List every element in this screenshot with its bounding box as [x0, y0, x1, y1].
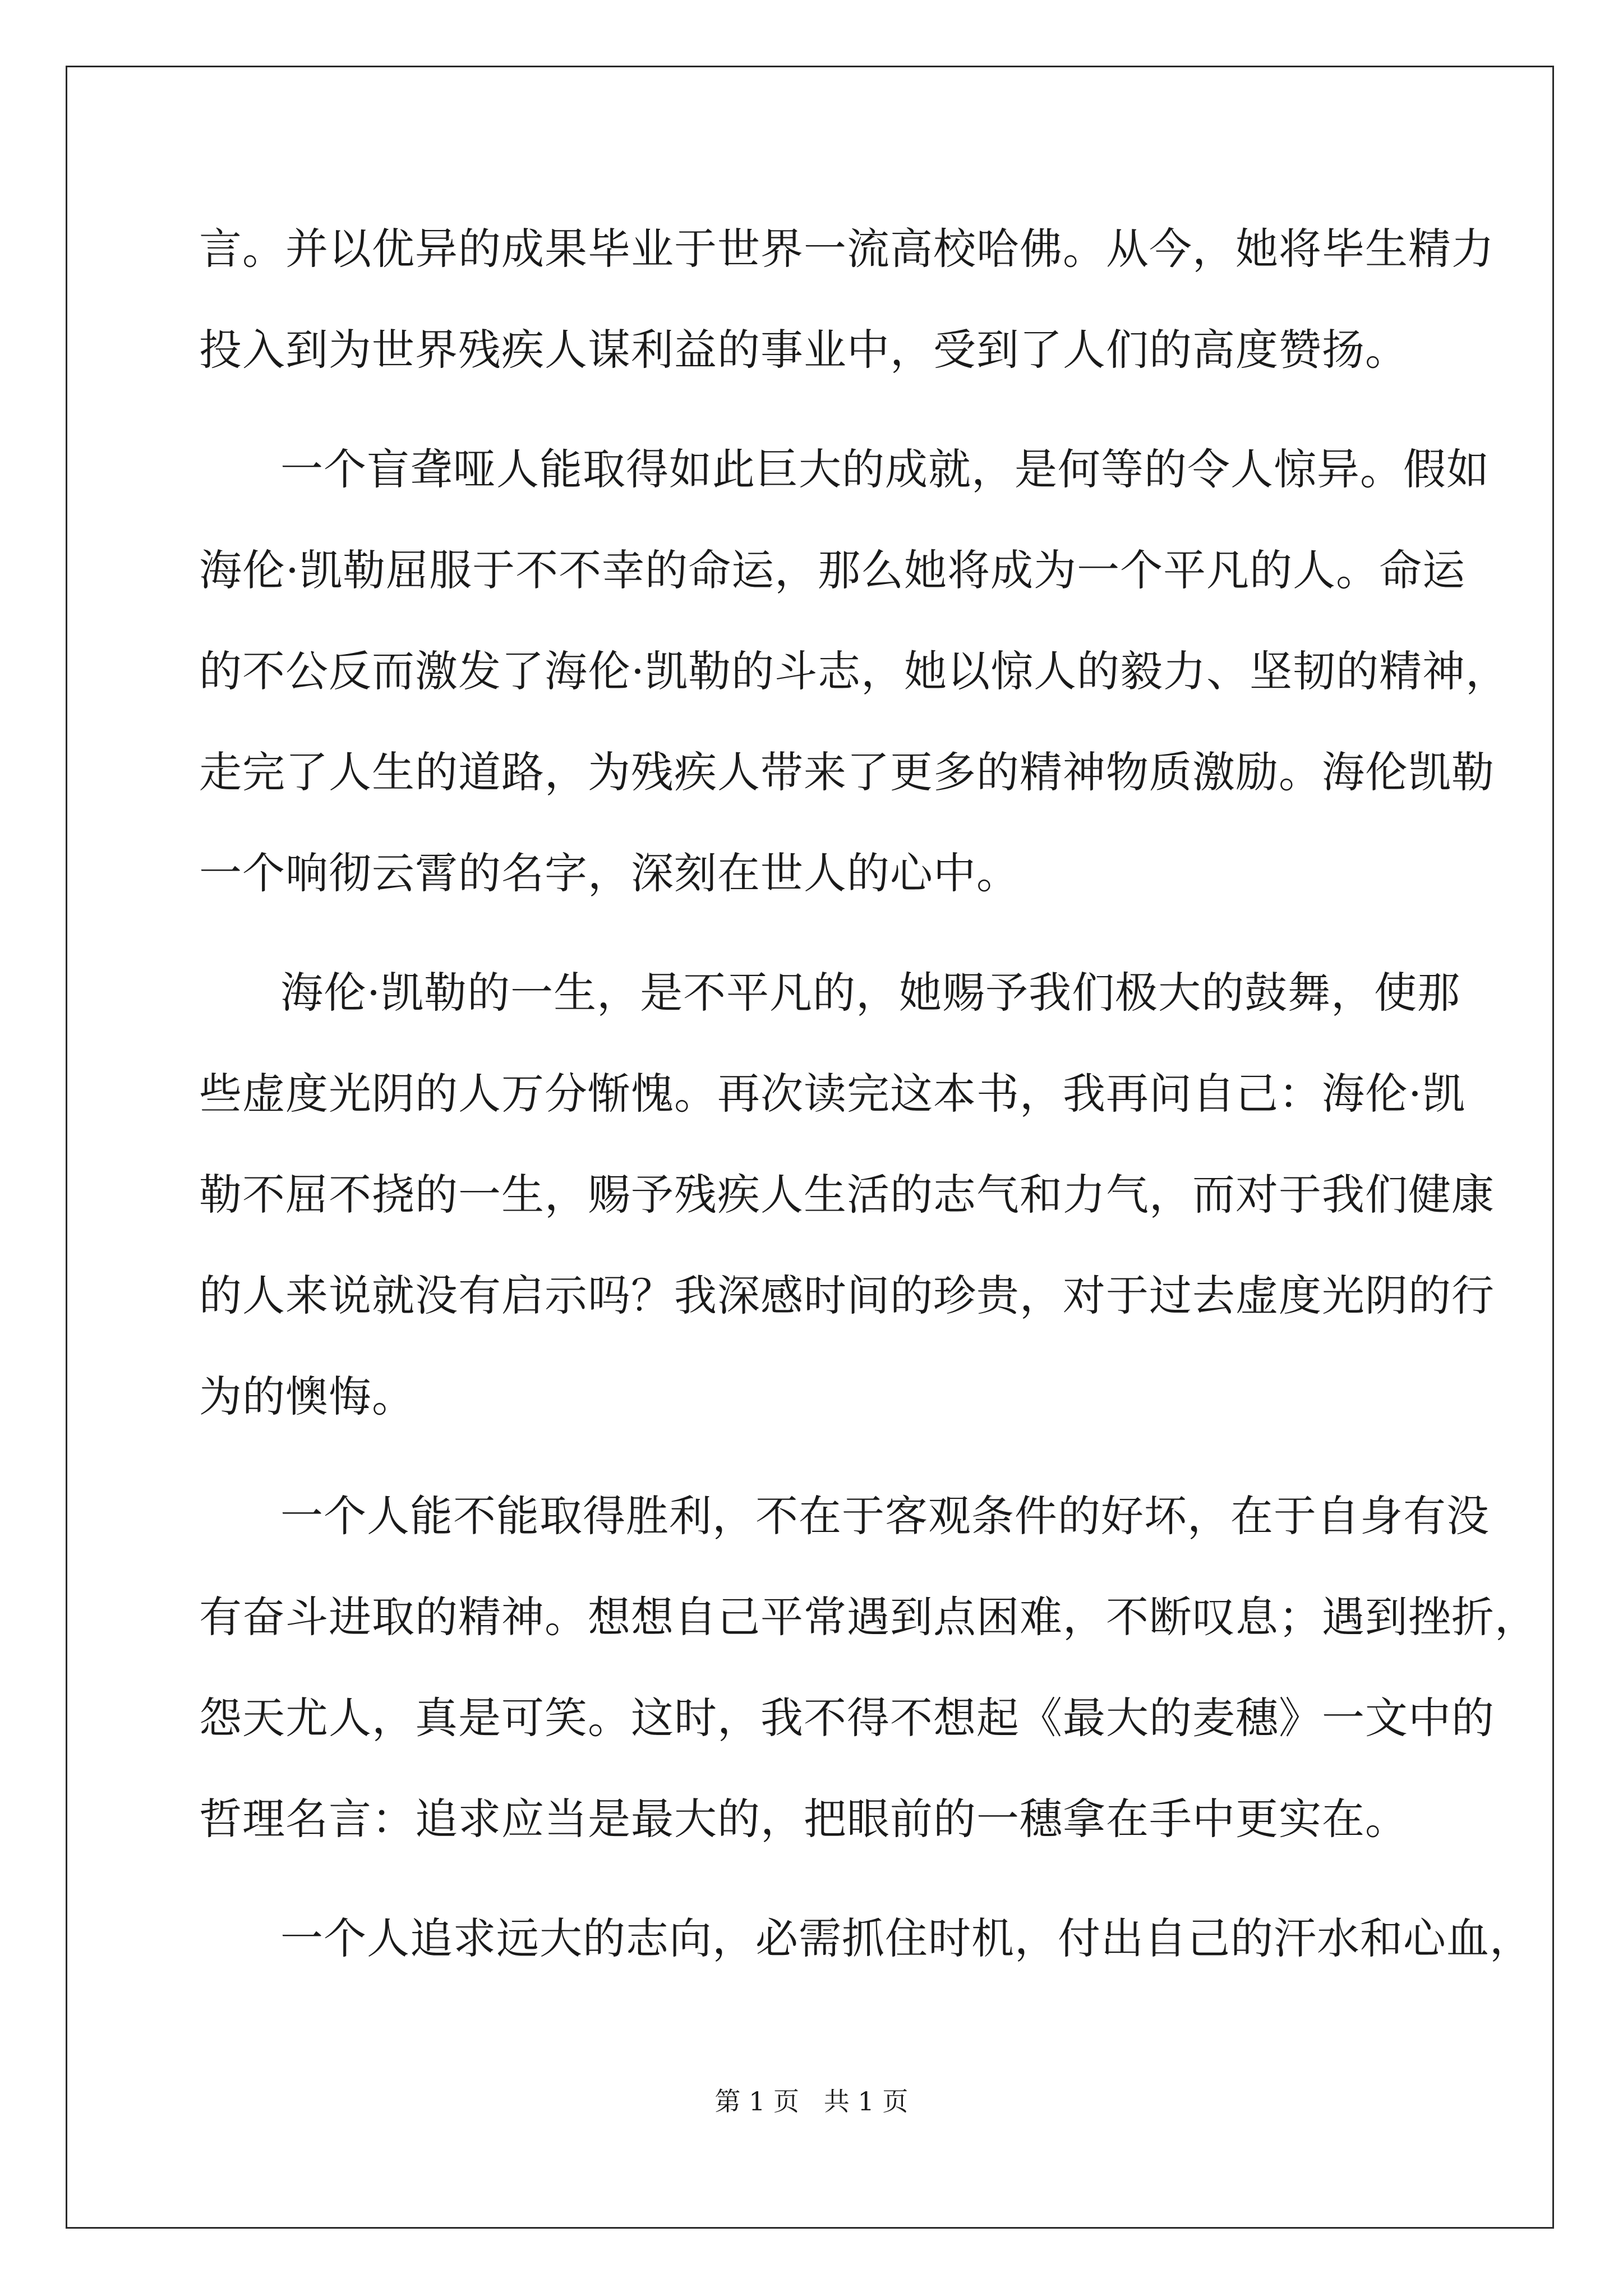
text-line: 的不公反而激发了海伦·凯勒的斗志，她以惊人的毅力、坚韧的精神，: [199, 646, 1509, 696]
text-line: 投入到为世界残疾人谋利益的事业中，受到了人们的高度赞扬。: [199, 325, 1408, 375]
text-line: 哲理名言：追求应当是最大的，把眼前的一穗拿在手中更实在。: [199, 1794, 1408, 1844]
text-line: 一个响彻云霄的名字，深刻在世人的心中。: [199, 848, 1020, 898]
text-line: 一个盲聋哑人能取得如此巨大的成就，是何等的令人惊异。假如: [280, 444, 1490, 494]
text-line: 海伦·凯勒的一生，是不平凡的，她赐予我们极大的鼓舞，使那: [280, 968, 1461, 1018]
text-line: 为的懊悔。: [199, 1372, 415, 1421]
text-line: 一个人能不能取得胜利，不在于客观条件的好坏，在于自身有没: [280, 1491, 1490, 1541]
text-line: 怨天尤人，真是可笑。这时，我不得不想起《最大的麦穗》一文中的: [199, 1693, 1495, 1743]
page-number-footer: 第 1 页 共 1 页: [714, 2086, 909, 2116]
text-line: 海伦·凯勒屈服于不不幸的命运，那么她将成为一个平凡的人。命运: [199, 545, 1466, 595]
text-line: 的人来说就没有启示吗？我深感时间的珍贵，对于过去虚度光阴的行: [199, 1271, 1495, 1320]
text-line: 言。并以优异的成果毕业于世界一流高校哈佛。从今，她将毕生精力: [199, 224, 1495, 274]
text-line: 些虚度光阴的人万分惭愧。再次读完这本书，我再问自己：海伦·凯: [199, 1069, 1466, 1119]
text-line: 走完了人生的道路，为残疾人带来了更多的精神物质激励。海伦凯勒: [199, 747, 1495, 797]
page-border: [66, 66, 1554, 2229]
text-line: 有奋斗进取的精神。想想自己平常遇到点困难，不断叹息；遇到挫折，: [199, 1592, 1538, 1642]
text-line: 一个人追求远大的志向，必需抓住时机，付出自己的汗水和心血，: [280, 1913, 1533, 1963]
text-line: 勒不屈不挠的一生，赐予残疾人生活的志气和力气，而对于我们健康: [199, 1170, 1495, 1220]
